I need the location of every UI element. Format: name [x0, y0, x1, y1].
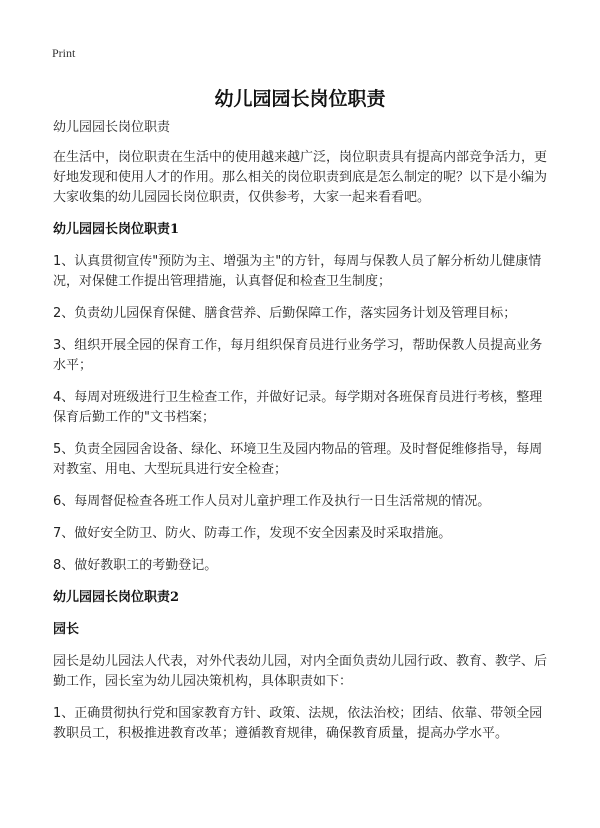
section-1-item-2: 2、负责幼儿园保育保健、膳食营养、后勤保障工作，落实园务计划及管理目标；	[53, 306, 517, 321]
intro-paragraph: 在生活中，岗位职责在生活中的使用越来越广泛，岗位职责具有提高内部竞争活力，更好地发现和使用人才的作用。那么相关的岗位职责到底是怎么制定的呢？以下是小编为大家收集的幼儿园园长岗位职责，仅供参考，大家一起来看看吧。	[53, 150, 548, 205]
print-link[interactable]: Print	[52, 46, 76, 60]
document-subtitle: 幼儿园园长岗位职责	[53, 120, 171, 135]
section-2-subheading: 园长	[53, 622, 80, 637]
section-1-item-5: 5、负责全园园舍设备、绿化、环境卫生及园内物品的管理。及时督促维修指导，每周对教室、用电、大型玩具进行安全检查；	[53, 442, 543, 477]
section-1-item-3: 3、组织开展全园的保育工作，每月组织保育员进行业务学习，帮助保教人员提高业务水平；	[53, 338, 543, 373]
section-1-item-1: 1、认真贯彻宣传"预防为主、增强为主"的方针，每周与保教人员了解分析幼儿健康情况，对保健工作提出管理措施，认真督促和检查卫生制度；	[53, 254, 542, 289]
section-2-item-1: 1、正确贯彻执行党和国家教育方针、政策、法规，依法治校；团结、依靠、带领全园教职员工，积极推进教育改革；遵循教育规律，确保教育质量，提高办学水平。	[53, 706, 543, 741]
page-title: 幼儿园园长岗位职责	[214, 88, 386, 110]
section-2-heading: 幼儿园园长岗位职责2	[53, 590, 180, 605]
document-body	[53, 118, 551, 756]
section-1-heading: 幼儿园园长岗位职责1	[53, 222, 180, 237]
section-1-item-4: 4、每周对班级进行卫生检查工作，并做好记录。每学期对各班保育员进行考核，整理保育后勤工作的"文书档案；	[53, 390, 543, 425]
section-1-item-7: 7、做好安全防卫、防火、防毒工作，发现不安全因素及时采取措施。	[53, 526, 452, 541]
section-2-paragraph: 园长是幼儿园法人代表，对外代表幼儿园，对内全面负责幼儿园行政、教育、教学、后勤工作，园长室为幼儿园决策机构，具体职责如下：	[53, 654, 548, 689]
section-1-item-8: 8、做好教职工的考勤登记。	[53, 558, 218, 573]
section-1-item-6: 6、每周督促检查各班工作人员对儿童护理工作及执行一日生活常规的情况。	[53, 494, 491, 509]
